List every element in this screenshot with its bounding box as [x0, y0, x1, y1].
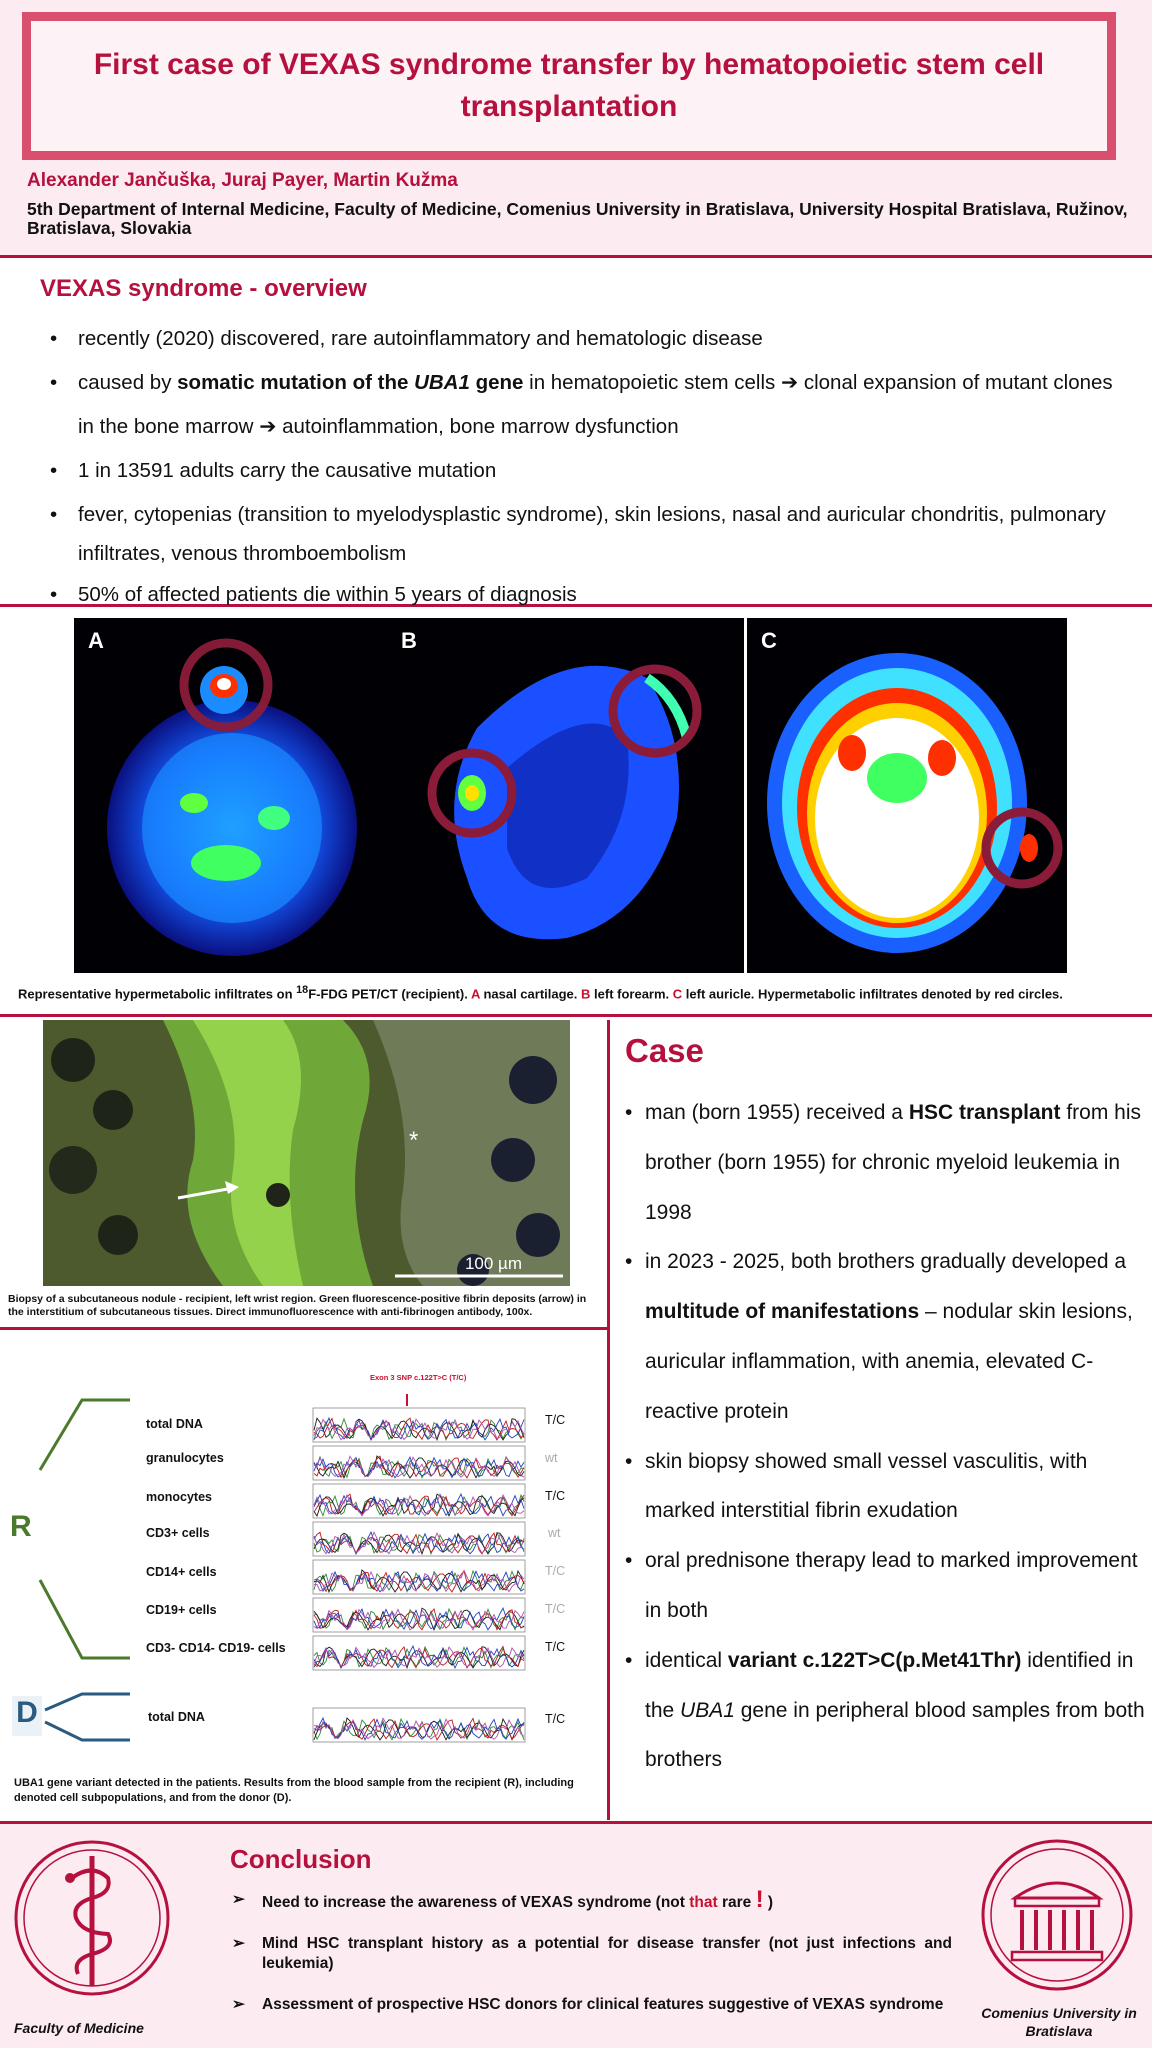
pet-scan-b [387, 618, 744, 973]
biopsy-image [43, 1020, 570, 1286]
seq-row-label: total DNA [148, 1710, 205, 1724]
seq-row-label: total DNA [146, 1417, 203, 1431]
arrow-icon: ➔ [259, 415, 277, 438]
seq-row-label: CD14+ cells [146, 1565, 217, 1579]
overview-item: • recently (2020) discovered, rare autoinflammatory and hematologic disease [50, 317, 1130, 361]
seq-row-label: CD19+ cells [146, 1603, 217, 1617]
overview-item: • 50% of affected patients die within 5 years of diagnosis [50, 573, 1130, 617]
arrow-bullet-icon: ➢ [232, 1935, 245, 1952]
overview-title: VEXAS syndrome - overview [40, 275, 367, 302]
chromatogram-frame [313, 1708, 525, 1742]
case-item: • identical variant c.122T>C(p.Met41Thr) identified in the UBA1 gene in peripheral blood samples from both brothers [625, 1636, 1145, 1785]
pet-caption: Representative hypermetabolic infiltrates on $^{18}$F-FDG PET/CT (recipient). A nasal cartilage. B left forearm. C left auricle. Hypermetabolic infiltrates denoted by red circles. [18, 984, 1063, 1002]
case-item: • oral prednisone therapy lead to marked improvement in both [625, 1536, 1145, 1636]
scale-bar-label: 100 µm [464, 1254, 522, 1273]
case-item: • man (born 1955) received a HSC transplant from his brother (born 1955) for chronic myeloid leukemia in 1998 [625, 1088, 1145, 1237]
overview-item: • caused by somatic mutation of the UBA1 gene in hematopoietic stem cells ➔ clonal expansion of mutant clones in the bone marrow ➔ autoinflammation, bone marrow dysfunction [50, 361, 1130, 449]
pet-image-a [74, 618, 394, 973]
seq-row-label: monocytes [146, 1490, 212, 1504]
arrow-icon: ➔ [780, 371, 799, 394]
arrow-bullet-icon: ➢ [232, 1891, 245, 1908]
panel-label-c: C [761, 628, 777, 653]
poster-header [0, 0, 1152, 258]
case-title: Case [625, 1032, 704, 1069]
poster-title: First case of VEXAS syndrome transfer by hematopoietic stem cell transplantation [93, 48, 1045, 123]
case-section [613, 1020, 1152, 1820]
seq-row-label: CD3+ cells [146, 1526, 210, 1540]
seq-row-result: wt [545, 1451, 558, 1465]
pet-scan-c [747, 618, 1067, 973]
panel-label-a: A [88, 628, 104, 653]
seq-row-result: T/C [545, 1489, 566, 1503]
conclusion-list [232, 1886, 952, 2036]
seq-row-result: wt [548, 1526, 561, 1540]
svg-text:*: * [409, 1127, 419, 1154]
seq-row-result: T/C [545, 1602, 566, 1616]
overview-section [0, 261, 1152, 607]
affiliation: 5th Department of Internal Medicine, Faculty of Medicine, Comenius University in Bratislava, University Hospital Bratislava, Ružinov, Bratislava, Slovakia [27, 199, 1128, 238]
authors: Alexander Jančuška, Juraj Payer, Martin Kužma [27, 170, 458, 191]
seq-row-result: T/C [545, 1640, 566, 1654]
biopsy-caption: Biopsy of a subcutaneous nodule - recipient, left wrist region. Green fluorescence-positive fibrin deposits (arrow) in the interstitium of subcutaneous tissues. Direct immunofluorescence with anti-fibrinogen antibody, 100x. [8, 1293, 587, 1318]
panel-label-b: B [401, 628, 417, 653]
logo-left-caption: Faculty of Medicine [14, 2020, 144, 2036]
logo-right-caption: Comenius University in Bratislava [981, 2005, 1137, 2039]
arrow-bullet-icon: ➢ [232, 1996, 245, 2013]
pet-scan-a [74, 618, 394, 973]
overview-item: • fever, cytopenias (transition to myelodysplastic syndrome), skin lesions, nasal and auricular chondritis, pulmonary infiltrates, venous thromboembolism [50, 495, 1130, 573]
pet-section [0, 610, 1152, 1017]
left-column [0, 1020, 610, 1820]
sequencing-figure [0, 1350, 607, 1760]
donor-label: D [12, 1696, 42, 1736]
recipient-label: R [10, 1510, 32, 1543]
conclusion-item: ➢ Assessment of prospective HSC donors for clinical features suggestive of VEXAS syndrome [232, 1996, 944, 2013]
pet-image-b [387, 618, 744, 973]
biopsy-micrograph [43, 1020, 570, 1286]
case-item: • in 2023 - 2025, both brothers gradually developed a multitude of manifestations – nodular skin lesions, auricular inflammation, with anemia, elevated C-reactive protein [625, 1237, 1145, 1436]
overview-item: • 1 in 13591 adults carry the causative mutation [50, 449, 1130, 493]
seq-row-result: T/C [545, 1564, 566, 1578]
conclusion-section [0, 1821, 1152, 2048]
comenius-university-logo [980, 1838, 1135, 1993]
overview-list [50, 317, 1130, 617]
exon-label: Exon 3 SNP c.122T>C (T/C) [370, 1373, 467, 1382]
seq-row-result: T/C [545, 1712, 566, 1726]
seq-row-label: CD3- CD14- CD19- cells [146, 1641, 286, 1655]
sequencing-caption: UBA1 gene variant detected in the patients. Results from the blood sample from the recipient (R), including denoted cell subpopulations, and from the donor (D). [14, 1777, 574, 1804]
case-list [625, 1088, 1145, 1785]
seq-row-label: granulocytes [146, 1451, 224, 1465]
sequencing-chromatograms [0, 1350, 607, 1760]
conclusion-title: Conclusion [230, 1844, 372, 1874]
seq-row-result: T/C [545, 1413, 566, 1427]
conclusion-item: ➢ Mind HSC transplant history as a potential for disease transfer (not just infections and leukemia) [232, 1935, 952, 1972]
faculty-of-medicine-logo [12, 1838, 172, 1998]
title-box [22, 12, 1116, 160]
case-item: • skin biopsy showed small vessel vasculitis, with marked interstitial fibrin exudation [625, 1437, 1145, 1537]
conclusion-item: ➢ Need to increase the awareness of VEXAS syndrome (not that rare ! ) [232, 1886, 774, 1913]
section-divider [0, 1327, 607, 1330]
pet-image-c [747, 618, 1067, 973]
